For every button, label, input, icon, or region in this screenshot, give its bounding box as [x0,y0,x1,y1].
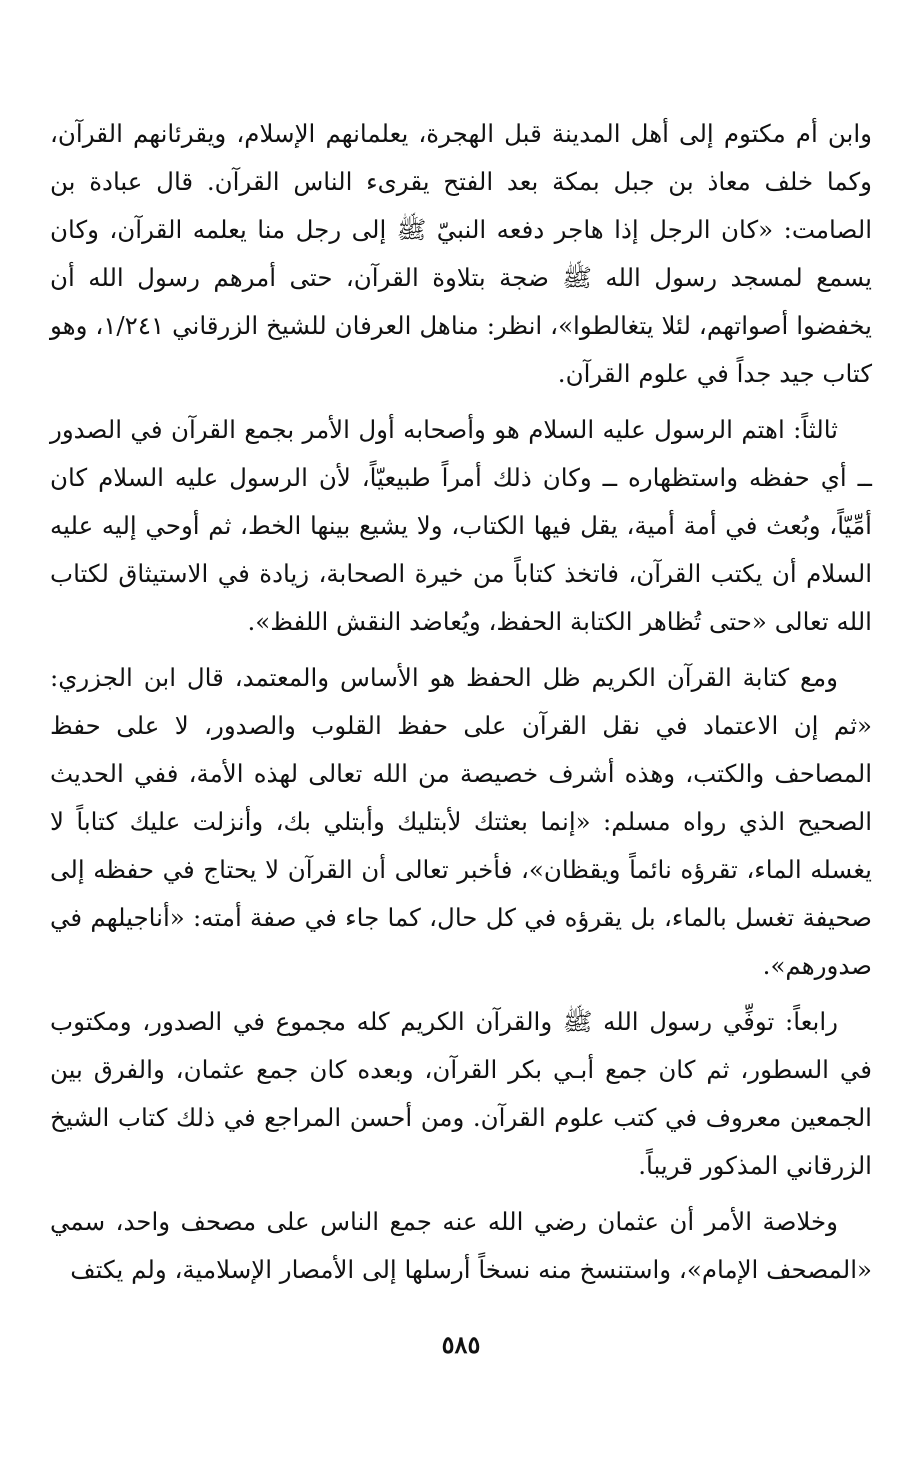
page-number: ٥٨٥ [441,1330,481,1359]
paragraph-2: ثالثاً: اهتم الرسول عليه السلام هو وأصحابه أول الأمر بجمع القرآن في الصدور ــ أي حفظه واستظهاره ــ وكان ذلك أمراً طبيعيّاً، لأن الرسول عليه السلام كان أمِّيّاً، وبُعث في أمة أمية، يقل فيها الكتاب، ولا يشيع بينها الخط، ثم أوحي إليه عليه السلام أن يكتب القرآن، فاتخذ كتاباً من خيرة الصحابة، زيادة في الاستيثاق لكتاب الله تعالى «حتى تُظاهر الكتابة الحفظ، ويُعاضد النقش اللفظ». [50,415,872,636]
paragraph-3: ومع كتابة القرآن الكريم ظل الحفظ هو الأساس والمعتمد، قال ابن الجزري: «ثم إن الاعتماد في نقل القرآن على حفظ القلوب والصدور، لا على حفظ المصاحف والكتب، وهذه أشرف خصيصة من الله تعالى لهذه الأمة، ففي الحديث الصحيح الذي رواه مسلم: «إنما بعثتك لأبتليك وأبتلي بك، وأنزلت عليك كتاباً لا يغسله الماء، تقرؤه نائماً ويقظان»، فأخبر تعالى أن القرآن لا يحتاج في حفظه إلى صحيفة تغسل بالماء، بل يقرؤه في كل حال، كما جاء في صفة أمته: «أناجيلهم في صدورهم». [50,663,872,980]
paragraph-5: وخلاصة الأمر أن عثمان رضي الله عنه جمع الناس على مصحف واحد، سمي «المصحف الإمام»، واستنسخ منه نسخاً أرسلها إلى الأمصار الإسلامية، ولم يكتف [50,1207,872,1284]
paragraph-1: وابن أم مكتوم إلى أهل المدينة قبل الهجرة، يعلمانهم الإسلام، ويقرئانهم القرآن، وكما خلف معاذ بن جبل بمكة بعد الفتح يقرىء الناس القرآن. قال عبادة بن الصامت: «كان الرجل إذا هاجر دفعه النبيّ ﷺ إلى رجل منا يعلمه القرآن، وكان يسمع لمسجد رسول الله ﷺ ضجة بتلاوة القرآن، حتى أمرهم رسول الله أن يخفضوا أصواتهم، لئلا يتغالطوا»، انظر: مناهل العرفان للشيخ الزرقاني ١/٢٤١، وهو كتاب جيد جداً في علوم القرآن. [50,119,872,388]
paragraph-4: رابعاً: توفِّي رسول الله ﷺ والقرآن الكريم كله مجموع في الصدور، ومكتوب في السطور، ثم كان جمع أبـي بكر القرآن، وبعده كان جمع عثمان، والفرق بين الجمعين معروف في كتب علوم القرآن. ومن أحسن المراجع في ذلك كتاب الشيخ الزرقاني المذكور قريباً. [50,1007,872,1180]
page-text [50,110,872,1302]
